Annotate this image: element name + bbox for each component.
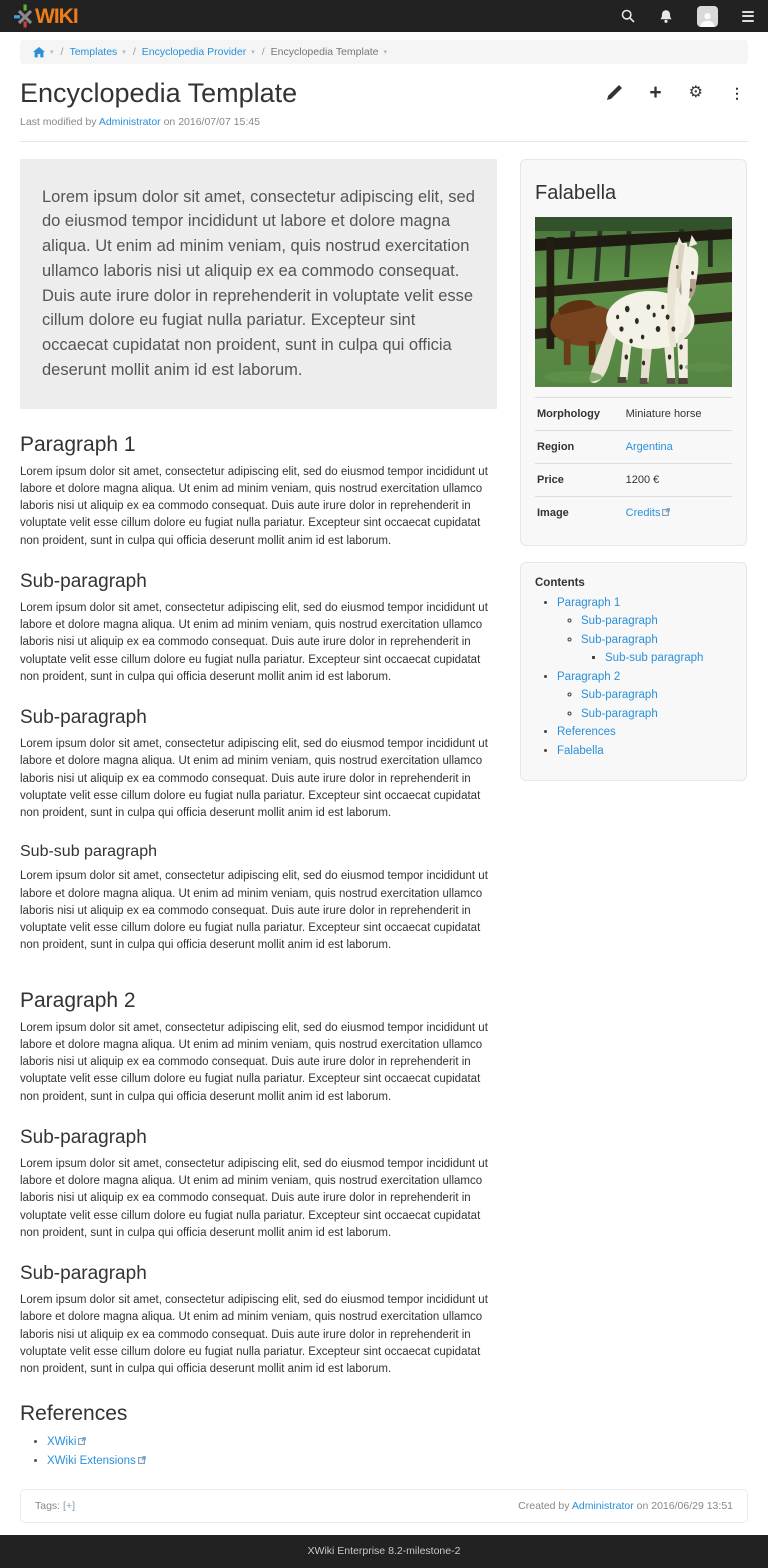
toc-link-sub-paragraph[interactable]: Sub-paragraph: [581, 615, 658, 628]
table-row: Image Credits: [535, 496, 732, 529]
search-icon[interactable]: [621, 9, 635, 23]
right-sidebar: [520, 159, 747, 798]
chevron-down-icon[interactable]: ▾: [251, 49, 255, 56]
section-body: Lorem ipsum dolor sit amet, consectetur adipiscing elit, sed do eiusmod tempor incididunt ut labore et dolore magna aliqua. Ut enim ad minim veniam, quis nostrud exercitation ullamco laboris nisi ut aliquip ex ea commodo consequat. Duis aute irure dolor in reprehenderit in voluptate velit esse cillum dolore eu fugiat nulla pariatur. Excepteur sint occaecat cupidatat non proident, sunt in culpa qui officia deserunt mollit anim id est laborum.: [20, 1157, 488, 1239]
settings-gear-icon[interactable]: ⚙: [688, 83, 703, 101]
toc-link-sub-sub-paragraph[interactable]: Sub-sub paragraph: [605, 652, 704, 665]
section-heading-paragraph-1: Paragraph 1: [20, 432, 136, 456]
chevron-down-icon[interactable]: ▾: [122, 49, 126, 56]
notifications-bell-icon[interactable]: [659, 9, 673, 24]
top-navbar: [0, 0, 768, 32]
table-row: Region Argentina: [535, 430, 732, 463]
section-body: Lorem ipsum dolor sit amet, consectetur adipiscing elit, sed do eiusmod tempor incididunt ut labore et dolore magna aliqua. Ut enim ad minim veniam, quis nostrud exercitation ullamco laboris nisi ut aliquip ex ea commodo consequat. Duis aute irure dolor in reprehenderit in voluptate velit esse cillum dolore eu fugiat nulla pariatur. Excepteur sint occaecat cupidatat non proident, sunt in culpa qui officia deserunt mollit anim id est laborum.: [20, 738, 488, 820]
infobox-title: Falabella: [535, 181, 617, 204]
list-item: [581, 635, 732, 665]
infobox-table: [535, 397, 732, 529]
chevron-down-icon[interactable]: ▾: [383, 49, 387, 56]
breadcrumb-item-encyclopedia-provider[interactable]: Encyclopedia Provider: [141, 46, 247, 58]
morphology-value: Miniature horse: [625, 407, 702, 420]
user-avatar[interactable]: [697, 6, 718, 27]
list-item: [47, 1433, 497, 1452]
list-item: [557, 727, 732, 739]
section-body: Lorem ipsum dolor sit amet, consectetur adipiscing elit, sed do eiusmod tempor incididunt ut labore et dolore magna aliqua. Ut enim ad minim veniam, quis nostrud exercitation ullamco laboris nisi ut aliquip ex ea commodo consequat. Duis aute irure dolor in reprehenderit in voluptate velit esse cillum dolore eu fugiat nulla pariatur. Excepteur sint occaecat cupidatat non proident, sunt in culpa qui officia deserunt mollit anim id est laborum.: [20, 601, 488, 683]
add-tag-button[interactable]: [+]: [63, 1500, 75, 1513]
created-by-user-link[interactable]: Administrator: [571, 1500, 634, 1513]
list-item: [47, 1452, 497, 1471]
falabella-horse-photo[interactable]: [535, 217, 732, 387]
contents-title: Contents: [535, 576, 585, 589]
list-item: [581, 690, 732, 702]
xwiki-logo[interactable]: [14, 4, 78, 28]
toc-link-falabella[interactable]: Falabella: [557, 744, 604, 757]
list-item: [557, 598, 732, 665]
section-heading-paragraph-2: Paragraph 2: [20, 988, 136, 1012]
edit-pencil-icon[interactable]: [607, 85, 622, 100]
title-divider: [20, 141, 748, 142]
created-by-line: Created by Administrator on 2016/06/29 13:51: [518, 1500, 733, 1513]
home-icon[interactable]: [33, 47, 45, 58]
toc-link-sub-paragraph[interactable]: Sub-paragraph: [581, 633, 658, 646]
table-row: Price 1200 €: [535, 463, 732, 496]
chevron-down-icon[interactable]: ▾: [50, 49, 54, 56]
toc-link-references[interactable]: References: [557, 726, 616, 739]
xwiki-asterisk-icon: [14, 4, 36, 28]
last-modified-line: Last modified by Administrator on 2016/07/07 15:45: [20, 115, 260, 128]
section-heading-sub-paragraph: Sub-paragraph: [20, 570, 147, 592]
toc-link-sub-paragraph[interactable]: Sub-paragraph: [581, 689, 658, 702]
reference-link-xwiki[interactable]: XWiki: [47, 1436, 86, 1448]
reference-link-xwiki-extensions[interactable]: XWiki Extensions: [47, 1455, 146, 1467]
breadcrumb-item-current: Encyclopedia Template: [270, 46, 379, 58]
section-body: Lorem ipsum dolor sit amet, consectetur adipiscing elit, sed do eiusmod tempor incididunt ut labore et dolore magna aliqua. Ut enim ad minim veniam, quis nostrud exercitation ullamco laboris nisi ut aliquip ex ea commodo consequat. Duis aute irure dolor in reprehenderit in voluptate velit esse cillum dolore eu fugiat nulla pariatur. Excepteur sint occaecat cupidatat non proident, sunt in culpa qui officia deserunt mollit anim id est laborum.: [20, 465, 488, 547]
logo-wiki-text: WIKI: [35, 4, 78, 28]
section-heading-sub-paragraph: Sub-paragraph: [20, 1263, 147, 1285]
list-item: [557, 672, 732, 721]
references-list: [20, 1433, 497, 1471]
tags-area: Tags: [+]: [35, 1500, 75, 1513]
section-heading-references: References: [20, 1402, 128, 1426]
toc-link-paragraph-2[interactable]: Paragraph 2: [557, 670, 621, 683]
drawer-menu-icon[interactable]: [742, 11, 754, 22]
price-value: 1200 €: [625, 473, 660, 486]
section-heading-sub-sub-paragraph: Sub-sub paragraph: [20, 843, 157, 861]
modified-by-user-link[interactable]: Administrator: [98, 115, 161, 128]
region-link[interactable]: Argentina: [625, 440, 673, 453]
more-kebab-icon[interactable]: ⋮: [730, 84, 744, 101]
section-heading-sub-paragraph: Sub-paragraph: [20, 707, 147, 729]
document-content: [20, 159, 497, 1472]
add-plus-icon[interactable]: +: [649, 80, 662, 104]
toc-link-paragraph-1[interactable]: Paragraph 1: [557, 596, 621, 609]
table-row: Morphology Miniature horse: [535, 397, 732, 430]
table-of-contents: [535, 598, 732, 758]
image-credits-link[interactable]: Credits: [626, 507, 671, 519]
section-heading-sub-paragraph: Sub-paragraph: [20, 1126, 147, 1148]
list-item: [581, 709, 732, 721]
breadcrumb-item-templates[interactable]: Templates: [69, 46, 118, 58]
list-item: [581, 616, 732, 628]
version-bar: XWiki Enterprise 8.2-milestone-2: [0, 1535, 768, 1568]
toc-link-sub-paragraph[interactable]: Sub-paragraph: [581, 707, 658, 720]
page-title: Encyclopedia Template: [20, 78, 298, 108]
intro-summary-box: Lorem ipsum dolor sit amet, consectetur adipiscing elit, sed do eiusmod tempor incididunt ut labore et dolore magna aliqua. Ut enim ad minim veniam, quis nostrud exercitation ullamco laboris nisi ut aliquip ex ea commodo consequat. Duis aute irure dolor in reprehenderit in voluptate velit esse cillum dolore eu fugiat nulla pariatur. Excepteur sint occaecat cupidatat non proident, sunt in culpa qui officia deserunt mollit anim id est laborum.: [20, 159, 497, 409]
section-body: Lorem ipsum dolor sit amet, consectetur adipiscing elit, sed do eiusmod tempor incididunt ut labore et dolore magna aliqua. Ut enim ad minim veniam, quis nostrud exercitation ullamco laboris nisi ut aliquip ex ea commodo consequat. Duis aute irure dolor in reprehenderit in voluptate velit esse cillum dolore eu fugiat nulla pariatur. Excepteur sint occaecat cupidatat non proident, sunt in culpa qui officia deserunt mollit anim id est laborum.: [20, 1294, 488, 1376]
document-footer: [20, 1489, 748, 1523]
breadcrumb: ▾ / Templates ▾ / Encyclopedia Provider ▾ / Encyclopedia Template ▾: [20, 40, 748, 64]
list-item: [605, 653, 732, 665]
section-body: Lorem ipsum dolor sit amet, consectetur adipiscing elit, sed do eiusmod tempor incididunt ut labore et dolore magna aliqua. Ut enim ad minim veniam, quis nostrud exercitation ullamco laboris nisi ut aliquip ex ea commodo consequat. Duis aute irure dolor in reprehenderit in voluptate velit esse cillum dolore eu fugiat nulla pariatur. Excepteur sint occaecat cupidatat non proident, sunt in culpa qui officia deserunt mollit anim id est laborum.: [20, 1021, 488, 1103]
section-body: Lorem ipsum dolor sit amet, consectetur adipiscing elit, sed do eiusmod tempor incididunt ut labore et dolore magna aliqua. Ut enim ad minim veniam, quis nostrud exercitation ullamco laboris nisi ut aliquip ex ea commodo consequat. Duis aute irure dolor in reprehenderit in voluptate velit esse cillum dolore eu fugiat nulla pariatur. Excepteur sint occaecat cupidatat non proident, sunt in culpa qui officia deserunt mollit anim id est laborum.: [20, 870, 488, 952]
infobox-panel-falabella: [520, 159, 747, 546]
list-item: [557, 746, 732, 758]
contents-panel: [520, 562, 747, 782]
